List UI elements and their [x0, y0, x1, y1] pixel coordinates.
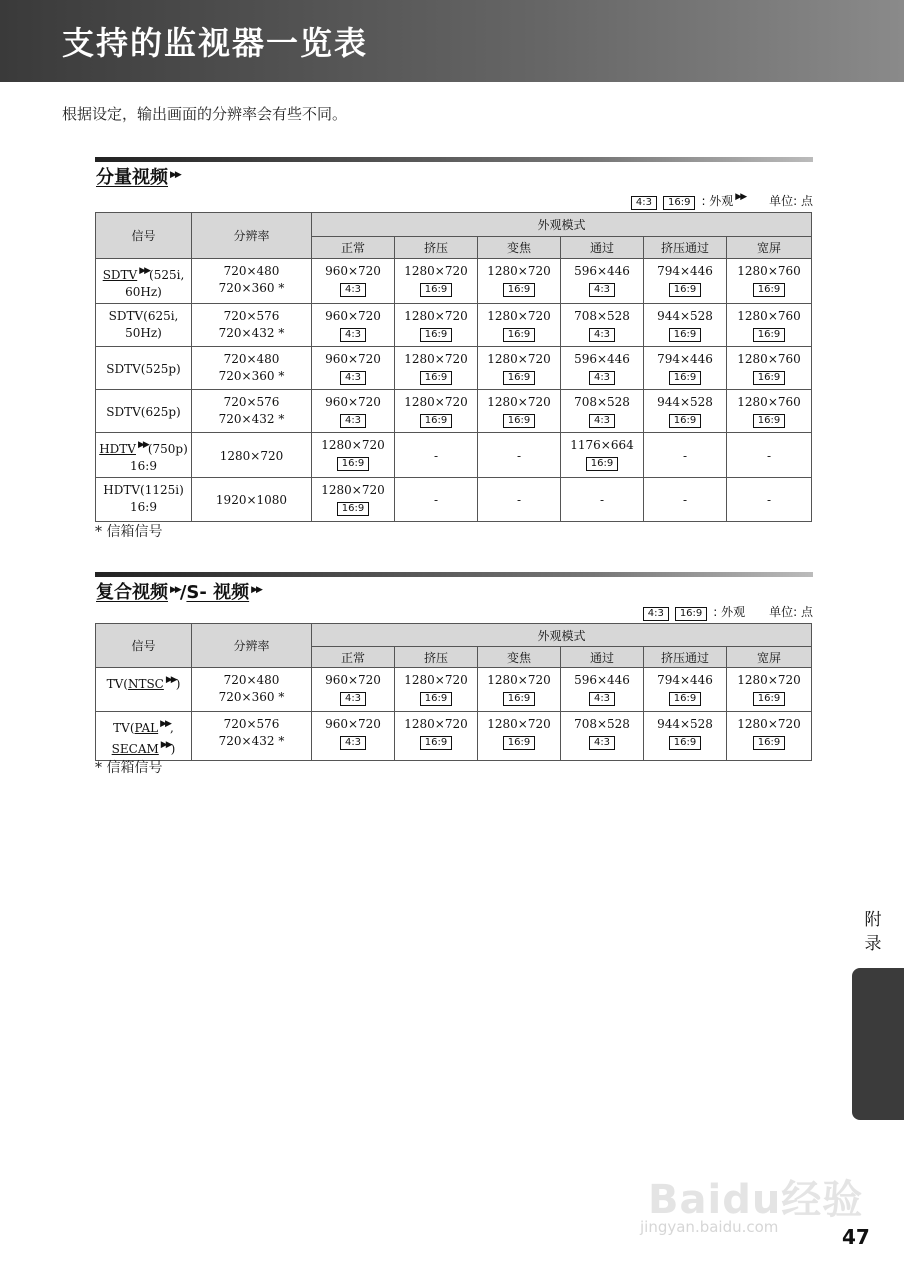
- mode-value: 1280×720: [487, 352, 551, 366]
- aspect-box: 4:3: [589, 371, 615, 385]
- table-row: [96, 304, 812, 347]
- link-arrow-icon: ▶▶: [170, 585, 180, 595]
- mode-cell: [478, 668, 561, 712]
- mode-cell: [395, 259, 478, 304]
- link-arrow-icon: ▶▶: [160, 740, 171, 750]
- page-number: 47: [842, 1225, 870, 1249]
- aspect-box: 16:9: [337, 457, 369, 471]
- mode-cell: [395, 390, 478, 433]
- mode-cell: [727, 347, 812, 390]
- section-divider: [95, 157, 813, 162]
- mode-value: 794×446: [657, 352, 713, 366]
- header-squeeze-through: 挤压通过: [644, 237, 727, 259]
- signal-text: 60Hz): [125, 285, 162, 299]
- aspect-box: 4:3: [340, 371, 366, 385]
- mode-value: -: [433, 448, 439, 463]
- mode-cell: [644, 668, 727, 712]
- mode-value: -: [767, 448, 772, 463]
- mode-value: 1280×720: [487, 673, 551, 687]
- mode-cell: [395, 668, 478, 712]
- resolution-cell: [192, 433, 312, 478]
- aspect-box: 16:9: [503, 371, 535, 385]
- aspect-box: 4:3: [589, 736, 615, 750]
- aspect-box: 16:9: [669, 692, 701, 706]
- mode-cell: [312, 668, 395, 712]
- table-row: [96, 668, 812, 712]
- aspect-box: 16:9: [420, 283, 452, 297]
- aspect-box: 16:9: [420, 328, 452, 342]
- mode-cell: [561, 433, 644, 478]
- mode-cell: [644, 478, 727, 522]
- signal-link[interactable]: HDTV: [99, 442, 136, 456]
- link-arrow-icon: ▶▶: [139, 266, 150, 276]
- signal-link[interactable]: NTSC: [127, 677, 164, 691]
- link-arrow-icon: ▶▶: [137, 440, 148, 450]
- mode-cell: [644, 304, 727, 347]
- signal-text: SDTV(625p): [106, 404, 181, 419]
- mode-value: 1280×720: [404, 352, 468, 366]
- section-divider: [95, 572, 813, 577]
- header-signal: 信号: [96, 213, 192, 259]
- aspect-box: 16:9: [669, 283, 701, 297]
- mode-cell: [312, 433, 395, 478]
- header-signal: 信号: [96, 624, 192, 668]
- mode-cell: [644, 433, 727, 478]
- mode-value: 1280×760: [737, 264, 801, 278]
- mode-cell: [727, 259, 812, 304]
- resolution-value: 720×360 *: [218, 281, 285, 295]
- appendix-label-char: 录: [864, 934, 882, 954]
- aspect-box-16-9: 16:9: [663, 196, 695, 210]
- aspect-box: 16:9: [503, 692, 535, 706]
- mode-value: -: [599, 493, 605, 507]
- mode-value: -: [767, 493, 772, 507]
- signal-text: SDTV(625i,: [108, 309, 179, 323]
- composite-video-table: [95, 623, 812, 761]
- aspect-box: 4:3: [340, 692, 366, 706]
- mode-cell: [727, 668, 812, 712]
- resolution-cell: [192, 347, 312, 390]
- signal-cell: [96, 478, 192, 522]
- signal-text: SDTV(525p): [106, 361, 181, 376]
- mode-cell: [478, 390, 561, 433]
- mode-value: 794×446: [657, 264, 713, 278]
- header-zoom: 变焦: [478, 237, 561, 259]
- resolution-value: 1920×1080: [215, 493, 288, 507]
- mode-value: 708×528: [574, 395, 630, 409]
- mode-value: 1280×720: [404, 264, 468, 278]
- signal-text: (525i,: [149, 268, 185, 282]
- mode-value: -: [682, 448, 688, 463]
- aspect-box: 16:9: [669, 414, 701, 428]
- mode-value: 1280×760: [737, 309, 801, 323]
- mode-value: 1280×720: [487, 309, 551, 323]
- mode-value: 960×720: [325, 352, 381, 366]
- signal-cell: [96, 390, 192, 433]
- table-row: [96, 433, 812, 478]
- aspect-box: 4:3: [589, 328, 615, 342]
- table-row: [96, 712, 812, 761]
- legend: [631, 192, 813, 210]
- header-normal: 正常: [312, 647, 395, 668]
- signal-text: ): [170, 742, 176, 756]
- aspect-box: 16:9: [753, 371, 785, 385]
- mode-cell: [561, 390, 644, 433]
- resolution-cell: [192, 668, 312, 712]
- section-title-component-video: [96, 163, 180, 189]
- mode-value: -: [516, 448, 522, 463]
- mode-cell: [644, 259, 727, 304]
- aspect-box: 4:3: [340, 414, 366, 428]
- signal-text: HDTV(1125i): [103, 483, 184, 497]
- aspect-box: 4:3: [340, 283, 366, 297]
- aspect-box: 16:9: [669, 371, 701, 385]
- mode-value: 708×528: [574, 717, 630, 731]
- signal-cell: [96, 259, 192, 304]
- resolution-value: 720×480: [223, 264, 280, 278]
- mode-value: 960×720: [325, 309, 381, 323]
- mode-value: 1280×720: [487, 264, 551, 278]
- aspect-box: 16:9: [586, 457, 618, 471]
- mode-value: 960×720: [325, 717, 381, 731]
- header-through: 通过: [561, 647, 644, 668]
- signal-link[interactable]: SDTV: [102, 268, 138, 282]
- appendix-label: [862, 908, 884, 956]
- aspect-box: 16:9: [503, 283, 535, 297]
- section-title-text: S- 视频: [186, 582, 250, 603]
- mode-cell: [478, 433, 561, 478]
- mode-cell: [478, 259, 561, 304]
- mode-value: 944×528: [657, 309, 713, 323]
- resolution-cell: [192, 259, 312, 304]
- page-header-band: [0, 0, 904, 82]
- header-resolution: 分辨率: [192, 213, 312, 259]
- resolution-value: 720×432 *: [218, 734, 285, 748]
- mode-value: 1280×720: [404, 309, 468, 323]
- header-squeeze: 挤压: [395, 237, 478, 259]
- signal-cell: [96, 433, 192, 478]
- mode-cell: [644, 390, 727, 433]
- mode-cell: [561, 478, 644, 522]
- resolution-value: 720×480: [223, 673, 280, 687]
- mode-cell: [478, 712, 561, 761]
- mode-cell: [312, 304, 395, 347]
- mode-cell: [727, 390, 812, 433]
- mode-cell: [561, 347, 644, 390]
- resolution-value: 720×576: [223, 395, 280, 409]
- aspect-box-4-3: 4:3: [643, 607, 669, 621]
- header-wide: 宽屏: [727, 237, 812, 259]
- mode-value: 1280×720: [487, 395, 551, 409]
- component-video-table: [95, 212, 812, 522]
- signal-text: 16:9: [130, 500, 157, 514]
- mode-value: -: [433, 493, 439, 507]
- header-resolution: 分辨率: [192, 624, 312, 668]
- table-row: [96, 390, 812, 433]
- signal-text: TV(: [113, 721, 135, 735]
- mode-cell: [312, 478, 395, 522]
- mode-value: 1280×720: [321, 483, 385, 497]
- resolution-value: 720×432 *: [218, 412, 285, 426]
- legend-unit: 单位: 点: [769, 194, 813, 208]
- legend-text: : 外观: [713, 605, 746, 619]
- aspect-box-16-9: 16:9: [675, 607, 707, 621]
- aspect-box: 4:3: [589, 692, 615, 706]
- footnote: * 信箱信号: [95, 760, 163, 776]
- link-arrow-icon: ▶▶: [251, 585, 261, 595]
- signal-text: 50Hz): [125, 326, 162, 340]
- aspect-box: 16:9: [753, 283, 785, 297]
- mode-cell: [395, 478, 478, 522]
- signal-text: (750p): [147, 442, 188, 456]
- footnote: * 信箱信号: [95, 524, 163, 540]
- aspect-box: 16:9: [420, 371, 452, 385]
- mode-value: 960×720: [325, 395, 381, 409]
- mode-cell: [395, 304, 478, 347]
- signal-link[interactable]: SECAM: [111, 742, 159, 756]
- section-title-composite-s-video: [96, 578, 261, 604]
- mode-value: 1176×664: [570, 438, 634, 452]
- aspect-box-4-3: 4:3: [631, 196, 657, 210]
- mode-cell: [727, 304, 812, 347]
- mode-cell: [312, 347, 395, 390]
- mode-cell: [644, 712, 727, 761]
- mode-cell: [312, 712, 395, 761]
- aspect-box: 16:9: [420, 414, 452, 428]
- mode-value: 794×446: [657, 673, 713, 687]
- resolution-cell: [192, 390, 312, 433]
- mode-value: 1280×720: [737, 717, 801, 731]
- mode-cell: [312, 259, 395, 304]
- mode-value: -: [682, 493, 688, 507]
- signal-link[interactable]: PAL: [134, 721, 159, 735]
- resolution-cell: [192, 478, 312, 522]
- aspect-box: 16:9: [503, 736, 535, 750]
- mode-cell: [561, 668, 644, 712]
- legend-text: : 外观: [701, 194, 734, 208]
- legend-unit: 单位: 点: [769, 605, 813, 619]
- appendix-tab[interactable]: [852, 968, 904, 1120]
- mode-value: 944×528: [657, 395, 713, 409]
- header-normal: 正常: [312, 237, 395, 259]
- header-squeeze-through: 挤压通过: [644, 647, 727, 668]
- aspect-box: 16:9: [420, 736, 452, 750]
- resolution-value: 720×576: [223, 309, 280, 323]
- watermark-url: jingyan.baidu.com: [640, 1218, 779, 1236]
- appendix-label-char: 附: [864, 910, 882, 930]
- legend: [643, 603, 813, 621]
- signal-text: TV(: [106, 677, 128, 691]
- signal-cell: [96, 304, 192, 347]
- aspect-box: 16:9: [669, 328, 701, 342]
- signal-text: 16:9: [130, 459, 157, 473]
- header-zoom: 变焦: [478, 647, 561, 668]
- mode-cell: [727, 712, 812, 761]
- signal-cell: [96, 347, 192, 390]
- link-arrow-icon: ▶▶: [735, 192, 746, 202]
- aspect-box: 16:9: [503, 328, 535, 342]
- mode-cell: [395, 712, 478, 761]
- aspect-box: 16:9: [337, 502, 369, 516]
- intro-text: 根据设定，输出画面的分辨率会有些不同。: [62, 105, 348, 123]
- signal-text: ,: [169, 721, 174, 735]
- resolution-cell: [192, 304, 312, 347]
- mode-cell: [395, 347, 478, 390]
- link-arrow-icon: ▶▶: [170, 170, 180, 180]
- mode-value: 944×528: [657, 717, 713, 731]
- mode-value: 1280×720: [487, 717, 551, 731]
- mode-value: 596×446: [574, 673, 630, 687]
- mode-cell: [478, 478, 561, 522]
- aspect-box: 16:9: [753, 692, 785, 706]
- aspect-box: 16:9: [753, 736, 785, 750]
- watermark-logo: Baidu经验: [648, 1177, 864, 1223]
- mode-cell: [727, 433, 812, 478]
- aspect-box: 16:9: [420, 692, 452, 706]
- mode-cell: [561, 712, 644, 761]
- section-title-text: 分量视频: [96, 167, 168, 188]
- mode-value: 596×446: [574, 352, 630, 366]
- mode-cell: [727, 478, 812, 522]
- mode-cell: [561, 259, 644, 304]
- resolution-value: 720×432 *: [218, 326, 285, 340]
- mode-value: 1280×760: [737, 352, 801, 366]
- resolution-value: 720×480: [223, 352, 280, 366]
- mode-cell: [478, 347, 561, 390]
- aspect-box: 4:3: [589, 283, 615, 297]
- resolution-value: 720×360 *: [218, 369, 285, 383]
- mode-value: 1280×720: [404, 717, 468, 731]
- mode-cell: [561, 304, 644, 347]
- aspect-box: 16:9: [669, 736, 701, 750]
- mode-cell: [644, 347, 727, 390]
- aspect-box: 16:9: [503, 414, 535, 428]
- mode-cell: [312, 390, 395, 433]
- header-appearance-mode: 外观模式: [312, 213, 812, 237]
- header-squeeze: 挤压: [395, 647, 478, 668]
- mode-value: 708×528: [574, 309, 630, 323]
- aspect-box: 4:3: [340, 328, 366, 342]
- table-row: [96, 347, 812, 390]
- page-title: 支持的监视器一览表: [62, 24, 369, 62]
- mode-value: 1280×720: [321, 438, 385, 452]
- mode-value: 960×720: [325, 264, 381, 278]
- resolution-value: 720×360 *: [218, 690, 285, 704]
- signal-text: ): [175, 677, 181, 691]
- link-arrow-icon: ▶▶: [160, 719, 170, 729]
- aspect-box: 16:9: [753, 414, 785, 428]
- resolution-cell: [192, 712, 312, 761]
- mode-value: 1280×720: [404, 395, 468, 409]
- table-row: [96, 259, 812, 304]
- header-through: 通过: [561, 237, 644, 259]
- resolution-value: 1280×720: [219, 448, 284, 463]
- mode-cell: [478, 304, 561, 347]
- section-title-separator: /: [179, 582, 187, 603]
- mode-value: 960×720: [325, 673, 381, 687]
- link-arrow-icon: ▶▶: [165, 675, 176, 685]
- mode-value: 1280×760: [737, 395, 801, 409]
- mode-value: 596×446: [574, 264, 630, 278]
- signal-cell: [96, 712, 192, 761]
- aspect-box: 16:9: [753, 328, 785, 342]
- mode-cell: [395, 433, 478, 478]
- header-appearance-mode: 外观模式: [312, 624, 812, 647]
- section-title-text: 复合视频: [96, 582, 168, 603]
- aspect-box: 4:3: [340, 736, 366, 750]
- header-wide: 宽屏: [727, 647, 812, 668]
- mode-value: -: [516, 493, 522, 507]
- mode-value: 1280×720: [404, 673, 468, 687]
- resolution-value: 720×576: [223, 717, 280, 731]
- mode-value: 1280×720: [737, 673, 801, 687]
- table-row: [96, 478, 812, 522]
- aspect-box: 4:3: [589, 414, 615, 428]
- signal-cell: [96, 668, 192, 712]
